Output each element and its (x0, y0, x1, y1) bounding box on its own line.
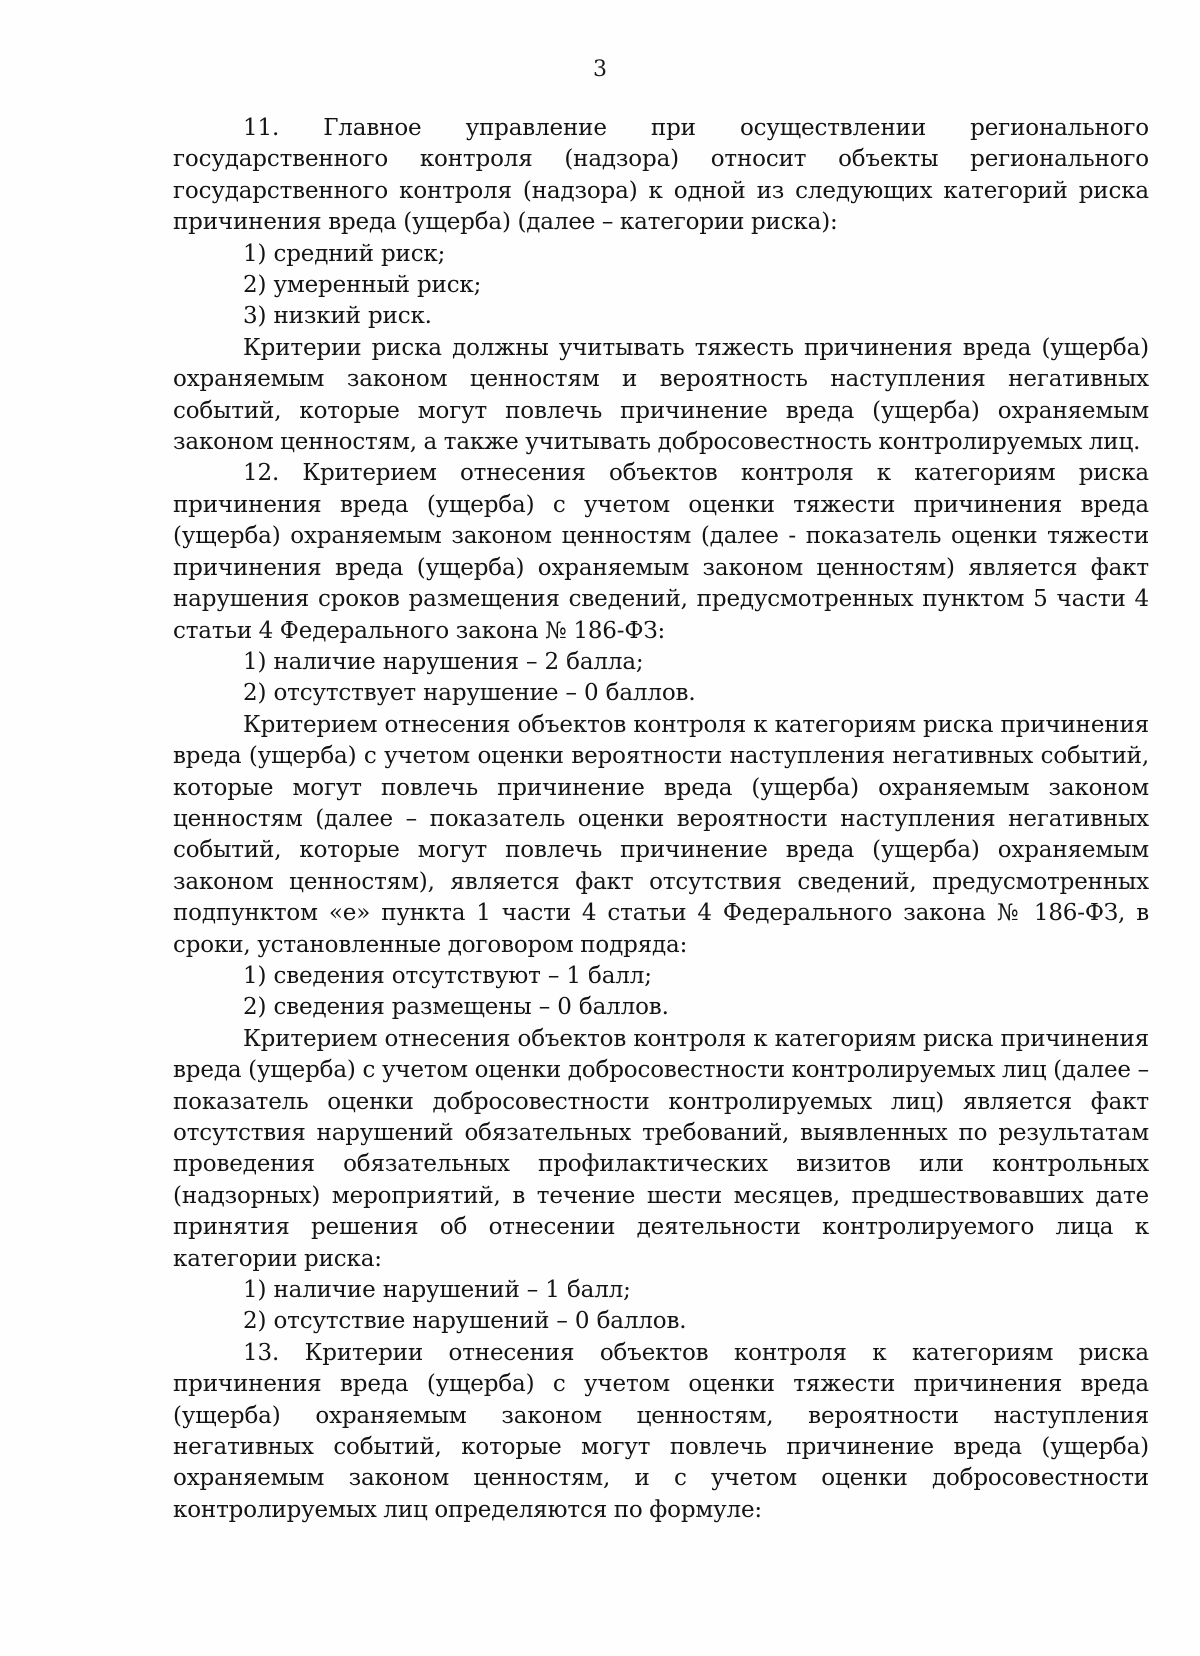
list-item-low-risk: 3) низкий риск. (243, 303, 432, 330)
paragraph-12: 12. Критерием отнесения объектов контроля к категориям риска причинения вреда (ущерба) с учетом оценки тяжести причинения вреда (ущерба) охраняемым законом ценностям (далее - показатель оценки тяжести причинения вреда (ущерба) охраняемым законом ценностям) является факт нарушения сроков размещения сведений, предусмотренных пунктом 5 части 4 статьи 4 Федерального закона № 186-ФЗ: (173, 460, 1149, 644)
list-item-violation-2: 1) наличие нарушения – 2 балла; (243, 648, 644, 675)
document-body (173, 113, 1149, 1526)
page-number: 3 (593, 57, 607, 82)
paragraph-probability: Критерием отнесения объектов контроля к категориям риска причинения вреда (ущерба) с учетом оценки вероятности наступления негативных событий, которые могут повлечь причинение вреда (ущерба) охраняемым законом ценностям (далее – показатель оценки вероятности наступления негативных событий, которые могут повлечь причинение вреда (ущерба) охраняемым законом ценностям), является факт отсутствия сведений, предусмотренных подпунктом «е» пункта 1 части 4 статьи 4 Федерального закона № 186-ФЗ, в сроки, установленные договором подряда: (173, 711, 1149, 958)
paragraph-risk-criteria: Критерии риска должны учитывать тяжесть причинения вреда (ущерба) охраняемым законом ценностям и вероятность наступления негативных событий, которые могут повлечь причинение вреда (ущерба) охраняемым законом ценностям, а также учитывать добросовестность контролируемых лиц. (173, 334, 1149, 456)
list-item-medium-risk: 1) средний риск; (243, 240, 446, 267)
paragraph-good-faith: Критерием отнесения объектов контроля к категориям риска причинения вреда (ущерба) с учетом оценки добросовестности контролируемых лиц (далее – показатель оценки добросовестности контролируемых лиц) является факт отсутствия нарушений обязательных требований, выявленных по результатам проведения обязательных профилактических визитов или контрольных (надзорных) мероприятий, в течение шести месяцев, предшествовавших дате принятия решения об отнесении деятельности контролируемого лица к категории риска: (173, 1025, 1149, 1272)
paragraph-11: 11. Главное управление при осуществлении регионального государственного контроля (надзора) относит объекты регионального государственного контроля (надзора) к одной из следующих категорий риска причинения вреда (ущерба) (далее – категории риска): (173, 115, 1149, 236)
list-item-info-posted-0: 2) сведения размещены – 0 баллов. (243, 994, 669, 1021)
list-item-no-violations-0: 2) отсутствие нарушений – 0 баллов. (243, 1308, 687, 1335)
list-item-no-violation-0: 2) отсутствует нарушение – 0 баллов. (243, 680, 696, 707)
paragraph-13: 13. Критерии отнесения объектов контроля к категориям риска причинения вреда (ущерба) с учетом оценки тяжести причинения вреда (ущерба) охраняемым законом ценностям, вероятности наступления негативных событий, которые могут повлечь причинение вреда (ущерба) охраняемым законом ценностям, и с учетом оценки добросовестности контролируемых лиц определяются по формуле: (173, 1339, 1149, 1523)
list-item-violations-1: 1) наличие нарушений – 1 балл; (243, 1277, 631, 1304)
list-item-info-missing-1: 1) сведения отсутствуют – 1 балл; (243, 962, 652, 989)
list-item-moderate-risk: 2) умеренный риск; (243, 272, 482, 299)
